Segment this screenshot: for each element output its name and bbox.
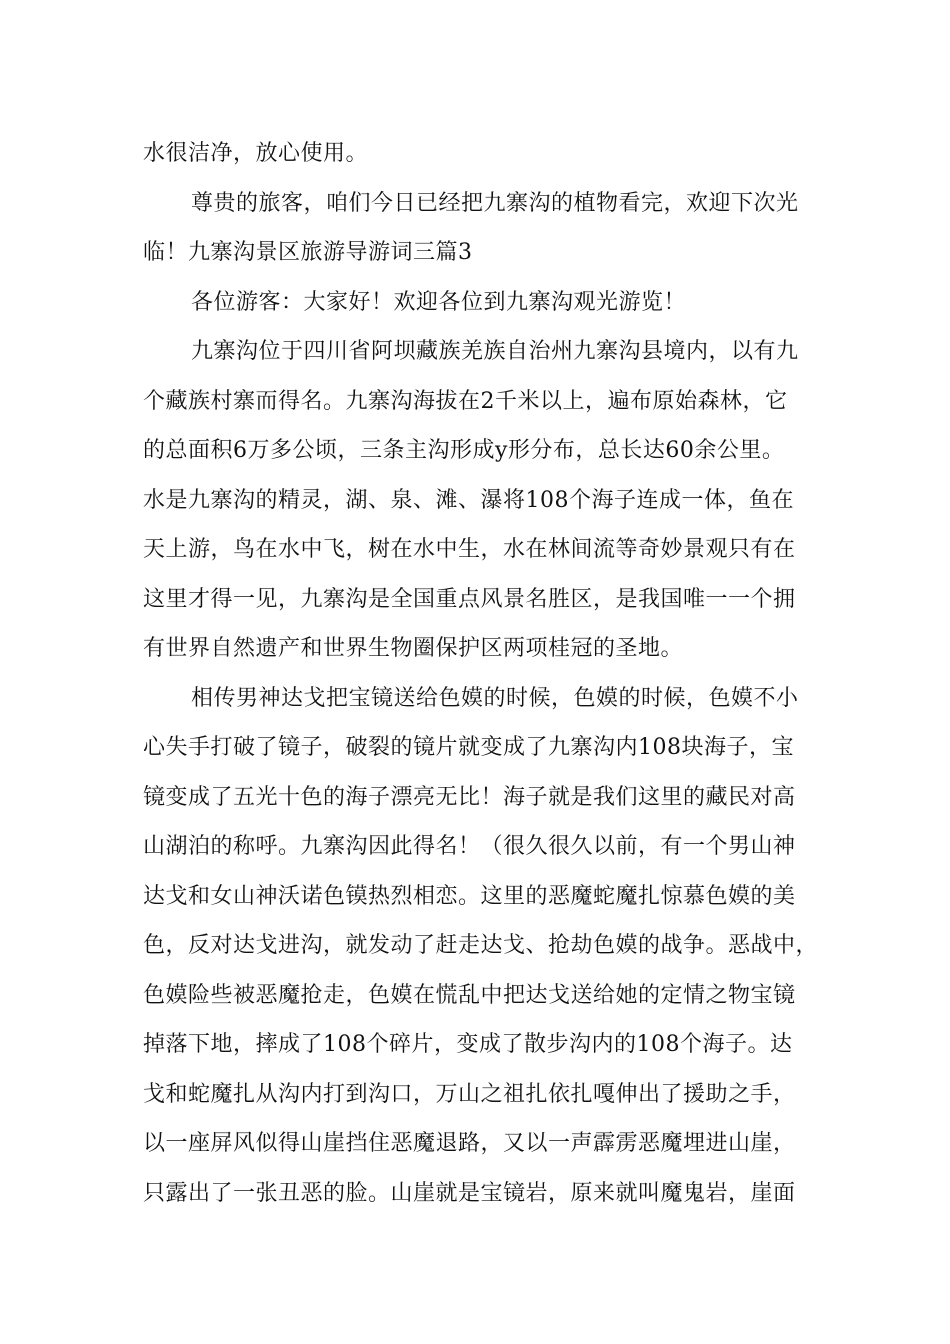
text-line: 这里才得一见，九寨沟是全国重点风景名胜区，是我国唯一一个拥 bbox=[143, 586, 796, 612]
text-line: 水很洁净，放心使用。 bbox=[143, 141, 369, 166]
text-line: 山湖泊的称呼。九寨沟因此得名！（很久很久以前，有一个男山神 bbox=[143, 834, 796, 859]
text-line: 有世界自然遗产和世界生物圈保护区两项桂冠的圣地。 bbox=[143, 636, 684, 661]
paragraph-first-line: 相传男神达戈把宝镜送给色嫫的时候，色嫫的时候，色嫫不小 bbox=[191, 685, 799, 711]
text-line: 达戈和女山神沃诺色镆热烈相恋。这里的恶魔蛇魔扎惊慕色嫫的美 bbox=[143, 883, 796, 909]
paragraph-first-line: 各位游客：大家好！欢迎各位到九寨沟观光游览！ bbox=[191, 289, 687, 315]
text-line: 只露出了一张丑恶的脸。山崖就是宝镜岩，原来就叫魔鬼岩，崖面 bbox=[143, 1180, 796, 1206]
text-line: 色，反对达戈进沟，就发动了赶走达戈、抢劫色嫫的战争。恶战中， bbox=[143, 933, 819, 958]
paragraph-first-line: 九寨沟位于四川省阿坝藏族羌族自治州九寨沟县境内，以有九 bbox=[191, 339, 799, 364]
text-line: 镜变成了五光十色的海子漂亮无比！海子就是我们这里的藏民对高 bbox=[143, 784, 796, 810]
text-line: 戈和蛇魔扎从沟内打到沟口，万山之祖扎依扎嘎伸出了援助之手， bbox=[143, 1081, 796, 1107]
text-line: 临！九寨沟景区旅游导游词三篇3 bbox=[143, 240, 473, 265]
text-line: 以一座屏风似得山崖挡住恶魔退路，又以一声霹雳恶魔埋进山崖， bbox=[143, 1131, 796, 1156]
paragraph-first-line: 尊贵的旅客，咱们今日已经把九寨沟的植物看完，欢迎下次光 bbox=[191, 190, 799, 216]
text-line: 的总面积6万多公顷，三条主沟形成y形分布，总长达60余公里。 bbox=[143, 438, 785, 463]
text-line: 掉落下地，摔成了108个碎片，变成了散步沟内的108个海子。达 bbox=[143, 1032, 793, 1057]
text-line: 水是九寨沟的精灵，湖、泉、滩、瀑将108个海子连成一体，鱼在 bbox=[143, 487, 794, 513]
text-line: 色嫫险些被恶魔抢走，色嫫在慌乱中把达戈送给她的定情之物宝镜 bbox=[143, 982, 796, 1008]
document-body bbox=[143, 129, 833, 1218]
text-line: 心失手打破了镜子，破裂的镜片就变成了九寨沟内108块海子，宝 bbox=[143, 735, 794, 760]
text-line: 天上游，鸟在水中飞，树在水中生，水在林间流等奇妙景观只有在 bbox=[143, 537, 796, 562]
text-line: 个藏族村寨而得名。九寨沟海拔在2千米以上，遍布原始森林，它 bbox=[143, 388, 788, 414]
